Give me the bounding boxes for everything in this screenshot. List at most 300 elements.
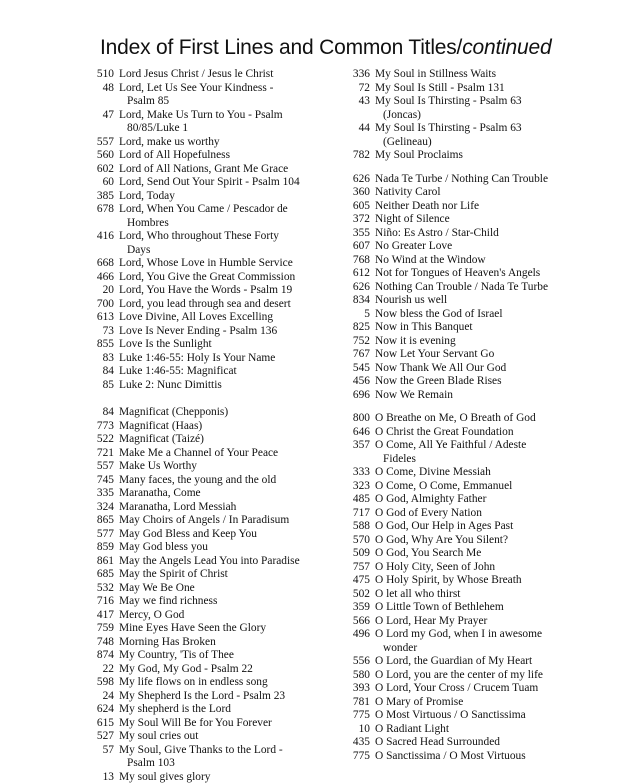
entry-title	[119, 136, 320, 150]
entry-title-line: My Soul Will Be for You Forever	[119, 717, 272, 729]
entry-title	[375, 709, 606, 723]
entry-title-line: Make Us Worthy	[119, 460, 197, 472]
index-entry	[336, 186, 606, 200]
entry-number: 624	[80, 703, 119, 717]
entry-title	[119, 541, 320, 555]
entry-title	[119, 109, 320, 136]
entry-title-line: My soul gives glory	[119, 771, 210, 783]
entry-title	[119, 487, 320, 501]
index-entry	[336, 321, 606, 335]
entry-title-continuation: Psalm 103	[119, 757, 320, 771]
entry-title-line: O Lord, the Guardian of My Heart	[375, 655, 532, 667]
index-entry	[336, 682, 606, 696]
entry-number: 466	[80, 271, 119, 285]
index-entry	[80, 163, 320, 177]
entry-title	[119, 311, 320, 325]
entry-title	[119, 717, 320, 731]
index-entry	[336, 750, 606, 764]
entry-number: 825	[336, 321, 375, 335]
entry-title-line: O God, You Search Me	[375, 547, 481, 559]
index-entry	[80, 636, 320, 650]
entry-title-line: O Little Town of Bethlehem	[375, 601, 504, 613]
index-entry	[80, 703, 320, 717]
entry-number: 47	[80, 109, 119, 136]
entry-number: 768	[336, 254, 375, 268]
index-entry	[336, 507, 606, 521]
index-entry	[80, 149, 320, 163]
index-entry	[336, 82, 606, 96]
entry-number: 605	[336, 200, 375, 214]
index-entry	[336, 308, 606, 322]
entry-title-line: O God, Why Are You Silent?	[375, 534, 508, 546]
entry-title-continuation: Days	[119, 244, 320, 258]
entry-title-line: O Lord, you are the center of my life	[375, 669, 543, 681]
entry-number: 73	[80, 325, 119, 339]
entry-title	[375, 696, 606, 710]
entry-number: 668	[80, 257, 119, 271]
entry-title	[119, 703, 320, 717]
entry-title-line: My soul cries out	[119, 730, 198, 742]
entry-title-line: My Shepherd Is the Lord - Psalm 23	[119, 690, 285, 702]
entry-number: 522	[80, 433, 119, 447]
index-entry	[80, 676, 320, 690]
index-entry	[336, 601, 606, 615]
index-entry	[80, 406, 320, 420]
entry-title	[119, 501, 320, 515]
entry-title	[375, 335, 606, 349]
entry-title-line: Now bless the God of Israel	[375, 308, 502, 320]
entry-number: 782	[336, 149, 375, 163]
entry-title-line: Niño: Es Astro / Star-Child	[375, 227, 499, 239]
entry-number: 527	[80, 730, 119, 744]
index-entry	[336, 439, 606, 466]
entry-title	[375, 574, 606, 588]
entry-title	[375, 122, 606, 149]
entry-number: 717	[336, 507, 375, 521]
entry-number: 13	[80, 771, 119, 784]
entry-number: 385	[80, 190, 119, 204]
entry-number: 323	[336, 480, 375, 494]
entry-title-line: O Lord, Your Cross / Crucem Tuam	[375, 682, 538, 694]
entry-title	[375, 240, 606, 254]
entry-title	[375, 82, 606, 96]
index-entry	[336, 213, 606, 227]
entry-title	[375, 426, 606, 440]
index-entry	[336, 412, 606, 426]
entry-number: 545	[336, 362, 375, 376]
entry-number: 745	[80, 474, 119, 488]
entry-title	[375, 267, 606, 281]
entry-title-line: Lord, You Have the Words - Psalm 19	[119, 284, 292, 296]
entry-title-line: O Breathe on Me, O Breath of God	[375, 412, 536, 424]
entry-title-line: Luke 2: Nunc Dimittis	[119, 379, 222, 391]
entry-title-line: Nativity Carol	[375, 186, 441, 198]
entry-title	[119, 176, 320, 190]
title-continued: continued	[462, 36, 551, 59]
entry-title	[375, 628, 606, 655]
entry-title	[119, 406, 320, 420]
entry-title-line: May God bless you	[119, 541, 208, 553]
entry-title	[119, 676, 320, 690]
entry-title-line: Nourish us well	[375, 294, 447, 306]
entry-title-line: Now Let Your Servant Go	[375, 348, 494, 360]
entry-title-line: Love Is the Sunlight	[119, 338, 212, 350]
entry-number: 646	[336, 426, 375, 440]
entry-title-line: O Holy City, Seen of John	[375, 561, 495, 573]
entry-title	[119, 555, 320, 569]
index-entry	[336, 348, 606, 362]
index-entry	[80, 203, 320, 230]
entry-title-line: Lord of All Hopefulness	[119, 149, 230, 161]
entry-title	[119, 284, 320, 298]
index-entry	[80, 298, 320, 312]
entry-group-n	[336, 173, 606, 403]
entry-title	[375, 389, 606, 403]
entry-title-line: Lord, When You Came / Pescador de	[119, 203, 288, 215]
index-entry	[336, 574, 606, 588]
entry-title-line: Not for Tongues of Heaven's Angels	[375, 267, 540, 279]
entry-title-line: Neither Death nor Life	[375, 200, 479, 212]
index-entry	[80, 771, 320, 784]
index-entry	[80, 176, 320, 190]
entry-title-line: Nothing Can Trouble / Nada Te Turbe	[375, 281, 548, 293]
entry-number: 773	[80, 420, 119, 434]
index-entry	[336, 493, 606, 507]
entry-title	[375, 655, 606, 669]
entry-title-line: Lord, make us worthy	[119, 136, 220, 148]
entry-title-line: My Soul Is Still - Psalm 131	[375, 82, 505, 94]
entry-group-o	[336, 412, 606, 763]
entry-title-line: O Christ the Great Foundation	[375, 426, 514, 438]
entry-number: 84	[80, 406, 119, 420]
entry-number: 359	[336, 601, 375, 615]
entry-number: 60	[80, 176, 119, 190]
entry-title	[375, 669, 606, 683]
index-entry	[336, 520, 606, 534]
entry-number: 417	[80, 609, 119, 623]
entry-number: 855	[80, 338, 119, 352]
entry-number: 22	[80, 663, 119, 677]
entry-number: 509	[336, 547, 375, 561]
entry-number: 700	[80, 298, 119, 312]
entry-title	[375, 547, 606, 561]
index-entry	[80, 501, 320, 515]
entry-number: 834	[336, 294, 375, 308]
index-entry	[336, 362, 606, 376]
entry-number: 566	[336, 615, 375, 629]
entry-number: 360	[336, 186, 375, 200]
index-entry	[80, 744, 320, 771]
entry-number: 602	[80, 163, 119, 177]
index-entry	[80, 433, 320, 447]
entry-title	[375, 466, 606, 480]
index-entry	[80, 230, 320, 257]
index-entry	[80, 68, 320, 82]
entry-title	[375, 348, 606, 362]
entry-title-line: O Come, O Come, Emmanuel	[375, 480, 512, 492]
entry-number: 72	[336, 82, 375, 96]
entry-number: 556	[336, 655, 375, 669]
entry-title-line: O Holy Spirit, by Whose Breath	[375, 574, 522, 586]
index-entry	[80, 379, 320, 393]
entry-title	[119, 230, 320, 257]
entry-number: 748	[80, 636, 119, 650]
index-entry	[80, 582, 320, 596]
entry-title-line: O Mary of Promise	[375, 696, 463, 708]
entry-title	[119, 271, 320, 285]
entry-number: 570	[336, 534, 375, 548]
index-entry	[336, 736, 606, 750]
entry-title-line: Lord, Who throughout These Forty	[119, 230, 279, 242]
page-title	[100, 36, 620, 60]
title-main: Index of First Lines and Common Titles/	[100, 36, 462, 59]
entry-number: 781	[336, 696, 375, 710]
index-entry	[336, 588, 606, 602]
entry-title-line: Mine Eyes Have Seen the Glory	[119, 622, 266, 634]
index-entry	[336, 281, 606, 295]
entry-title	[119, 257, 320, 271]
entry-title-line: Lord Jesus Christ / Jesus le Christ	[119, 68, 273, 80]
entry-title	[119, 433, 320, 447]
entry-number: 502	[336, 588, 375, 602]
index-entry	[80, 555, 320, 569]
entry-title-line: Night of Silence	[375, 213, 450, 225]
entry-number: 532	[80, 582, 119, 596]
entry-title-line: O Most Virtuous / O Sanctissima	[375, 709, 526, 721]
entry-title	[119, 460, 320, 474]
entry-title-line: No Wind at the Window	[375, 254, 486, 266]
index-entry	[80, 460, 320, 474]
entry-title-line: Maranatha, Lord Messiah	[119, 501, 236, 513]
index-entry	[336, 68, 606, 82]
entry-title	[119, 663, 320, 677]
right-column	[336, 68, 606, 763]
entry-title-line: May the Angels Lead You into Paradise	[119, 555, 300, 567]
entry-title	[119, 203, 320, 230]
entry-number: 355	[336, 227, 375, 241]
entry-title-line: Now We Remain	[375, 389, 453, 401]
index-entry	[80, 663, 320, 677]
index-entry	[80, 190, 320, 204]
entry-title-continuation: Hombres	[119, 217, 320, 231]
index-entry	[80, 325, 320, 339]
entry-title-line: Now Thank We All Our God	[375, 362, 506, 374]
entry-title	[375, 186, 606, 200]
entry-title	[119, 190, 320, 204]
index-entry	[336, 615, 606, 629]
entry-title-line: May We Be One	[119, 582, 195, 594]
entry-title	[119, 474, 320, 488]
entry-title	[375, 439, 606, 466]
entry-number: 44	[336, 122, 375, 149]
entry-title	[119, 514, 320, 528]
entry-number: 865	[80, 514, 119, 528]
entry-title	[375, 480, 606, 494]
entry-title	[375, 736, 606, 750]
index-entry	[80, 136, 320, 150]
entry-title	[119, 609, 320, 623]
entry-title	[119, 744, 320, 771]
entry-title	[375, 200, 606, 214]
entry-title-line: No Greater Love	[375, 240, 452, 252]
entry-title-line: Now in This Banquet	[375, 321, 473, 333]
index-entry	[336, 122, 606, 149]
entry-number: 84	[80, 365, 119, 379]
entry-title-line: O let all who thirst	[375, 588, 460, 600]
entry-title-line: Love Is Never Ending - Psalm 136	[119, 325, 277, 337]
entry-title	[375, 308, 606, 322]
entry-title-line: Lord, Send Out Your Spirit - Psalm 104	[119, 176, 300, 188]
entry-title-line: O Lord, Hear My Prayer	[375, 615, 487, 627]
entry-title	[375, 682, 606, 696]
entry-title	[119, 690, 320, 704]
entry-title-line: Mercy, O God	[119, 609, 184, 621]
entry-number: 485	[336, 493, 375, 507]
entry-title-line: Lord, Make Us Turn to You - Psalm	[119, 109, 283, 121]
entry-title-continuation: (Gelineau)	[375, 136, 606, 150]
entry-number: 83	[80, 352, 119, 366]
entry-title	[375, 615, 606, 629]
index-entry	[336, 294, 606, 308]
entry-title-line: O God, Our Help in Ages Past	[375, 520, 513, 532]
entry-group-my	[336, 68, 606, 163]
entry-title	[375, 375, 606, 389]
entry-title	[119, 730, 320, 744]
index-entry	[80, 82, 320, 109]
index-entry	[336, 240, 606, 254]
entry-title	[119, 298, 320, 312]
index-entry	[336, 200, 606, 214]
entry-title-line: My God, My God - Psalm 22	[119, 663, 253, 675]
entry-title-line: Magnificat (Chepponis)	[119, 406, 228, 418]
entry-title-line: Lord of All Nations, Grant Me Grace	[119, 163, 288, 175]
entry-title-line: Now the Green Blade Rises	[375, 375, 502, 387]
index-entry	[336, 173, 606, 187]
index-entry	[336, 254, 606, 268]
entry-title-line: Lord, you lead through sea and desert	[119, 298, 291, 310]
entry-number: 874	[80, 649, 119, 663]
entry-title	[119, 649, 320, 663]
entry-title-line: Nada Te Turbe / Nothing Can Trouble	[375, 173, 548, 185]
entry-number: 613	[80, 311, 119, 325]
entry-title	[119, 68, 320, 82]
entry-title	[375, 213, 606, 227]
entry-number: 577	[80, 528, 119, 542]
entry-title-line: My shepherd is the Lord	[119, 703, 231, 715]
entry-title	[375, 95, 606, 122]
entry-title	[119, 379, 320, 393]
entry-title	[375, 561, 606, 575]
entry-number: 48	[80, 82, 119, 109]
entry-title	[119, 622, 320, 636]
entry-number: 456	[336, 375, 375, 389]
index-entry	[80, 257, 320, 271]
entry-title-continuation: 80/85/Luke 1	[119, 122, 320, 136]
left-column	[80, 68, 320, 784]
index-entry	[80, 730, 320, 744]
entry-title-line: O God of Every Nation	[375, 507, 482, 519]
entry-title	[119, 595, 320, 609]
entry-title-line: Love Divine, All Loves Excelling	[119, 311, 273, 323]
entry-title	[375, 149, 606, 163]
entry-number: 335	[80, 487, 119, 501]
entry-title	[119, 582, 320, 596]
index-entry	[336, 149, 606, 163]
entry-title	[375, 68, 606, 82]
entry-number: 510	[80, 68, 119, 82]
index-entry	[80, 338, 320, 352]
entry-title-line: Luke 1:46-55: Holy Is Your Name	[119, 352, 275, 364]
entry-number: 626	[336, 173, 375, 187]
index-entry	[80, 365, 320, 379]
entry-number: 775	[336, 709, 375, 723]
entry-number: 612	[336, 267, 375, 281]
entry-title-line: Magnificat (Haas)	[119, 420, 202, 432]
index-entry	[80, 690, 320, 704]
entry-number: 357	[336, 439, 375, 466]
entry-number: 10	[336, 723, 375, 737]
entry-number: 336	[336, 68, 375, 82]
index-entry	[80, 311, 320, 325]
index-entry	[336, 426, 606, 440]
index-entry	[336, 389, 606, 403]
index-entry	[336, 723, 606, 737]
index-entry	[80, 541, 320, 555]
index-entry	[336, 628, 606, 655]
entry-number: 757	[336, 561, 375, 575]
entry-title-line: My life flows on in endless song	[119, 676, 268, 688]
entry-number: 767	[336, 348, 375, 362]
index-entry	[80, 352, 320, 366]
index-entry	[80, 109, 320, 136]
entry-title	[119, 338, 320, 352]
entry-title-line: Lord, You Give the Great Commission	[119, 271, 295, 283]
entry-title-line: Magnificat (Taizé)	[119, 433, 204, 445]
index-entry	[80, 487, 320, 501]
index-entry	[336, 655, 606, 669]
entry-number: 678	[80, 203, 119, 230]
entry-title	[375, 534, 606, 548]
index-entry	[336, 696, 606, 710]
entry-title	[119, 447, 320, 461]
index-entry	[80, 717, 320, 731]
entry-title-line: O God, Almighty Father	[375, 493, 486, 505]
index-entry	[336, 669, 606, 683]
entry-title	[375, 294, 606, 308]
entry-title-line: Luke 1:46-55: Magnificat	[119, 365, 237, 377]
entry-title	[375, 750, 606, 764]
index-entry	[80, 271, 320, 285]
entry-number: 859	[80, 541, 119, 555]
index-entry	[80, 595, 320, 609]
entry-number: 20	[80, 284, 119, 298]
index-entry	[80, 528, 320, 542]
entry-title-line: My Soul Is Thirsting - Psalm 63	[375, 95, 522, 107]
entry-title-line: My Soul Is Thirsting - Psalm 63	[375, 122, 522, 134]
entry-title	[119, 636, 320, 650]
index-entry	[80, 609, 320, 623]
entry-title	[375, 321, 606, 335]
entry-number: 393	[336, 682, 375, 696]
entry-number: 716	[80, 595, 119, 609]
index-entry	[80, 568, 320, 582]
entry-title-line: O Come, All Ye Faithful / Adeste	[375, 439, 526, 451]
entry-number: 607	[336, 240, 375, 254]
entry-title	[119, 365, 320, 379]
index-entry	[80, 447, 320, 461]
entry-title	[119, 352, 320, 366]
entry-number: 24	[80, 690, 119, 704]
